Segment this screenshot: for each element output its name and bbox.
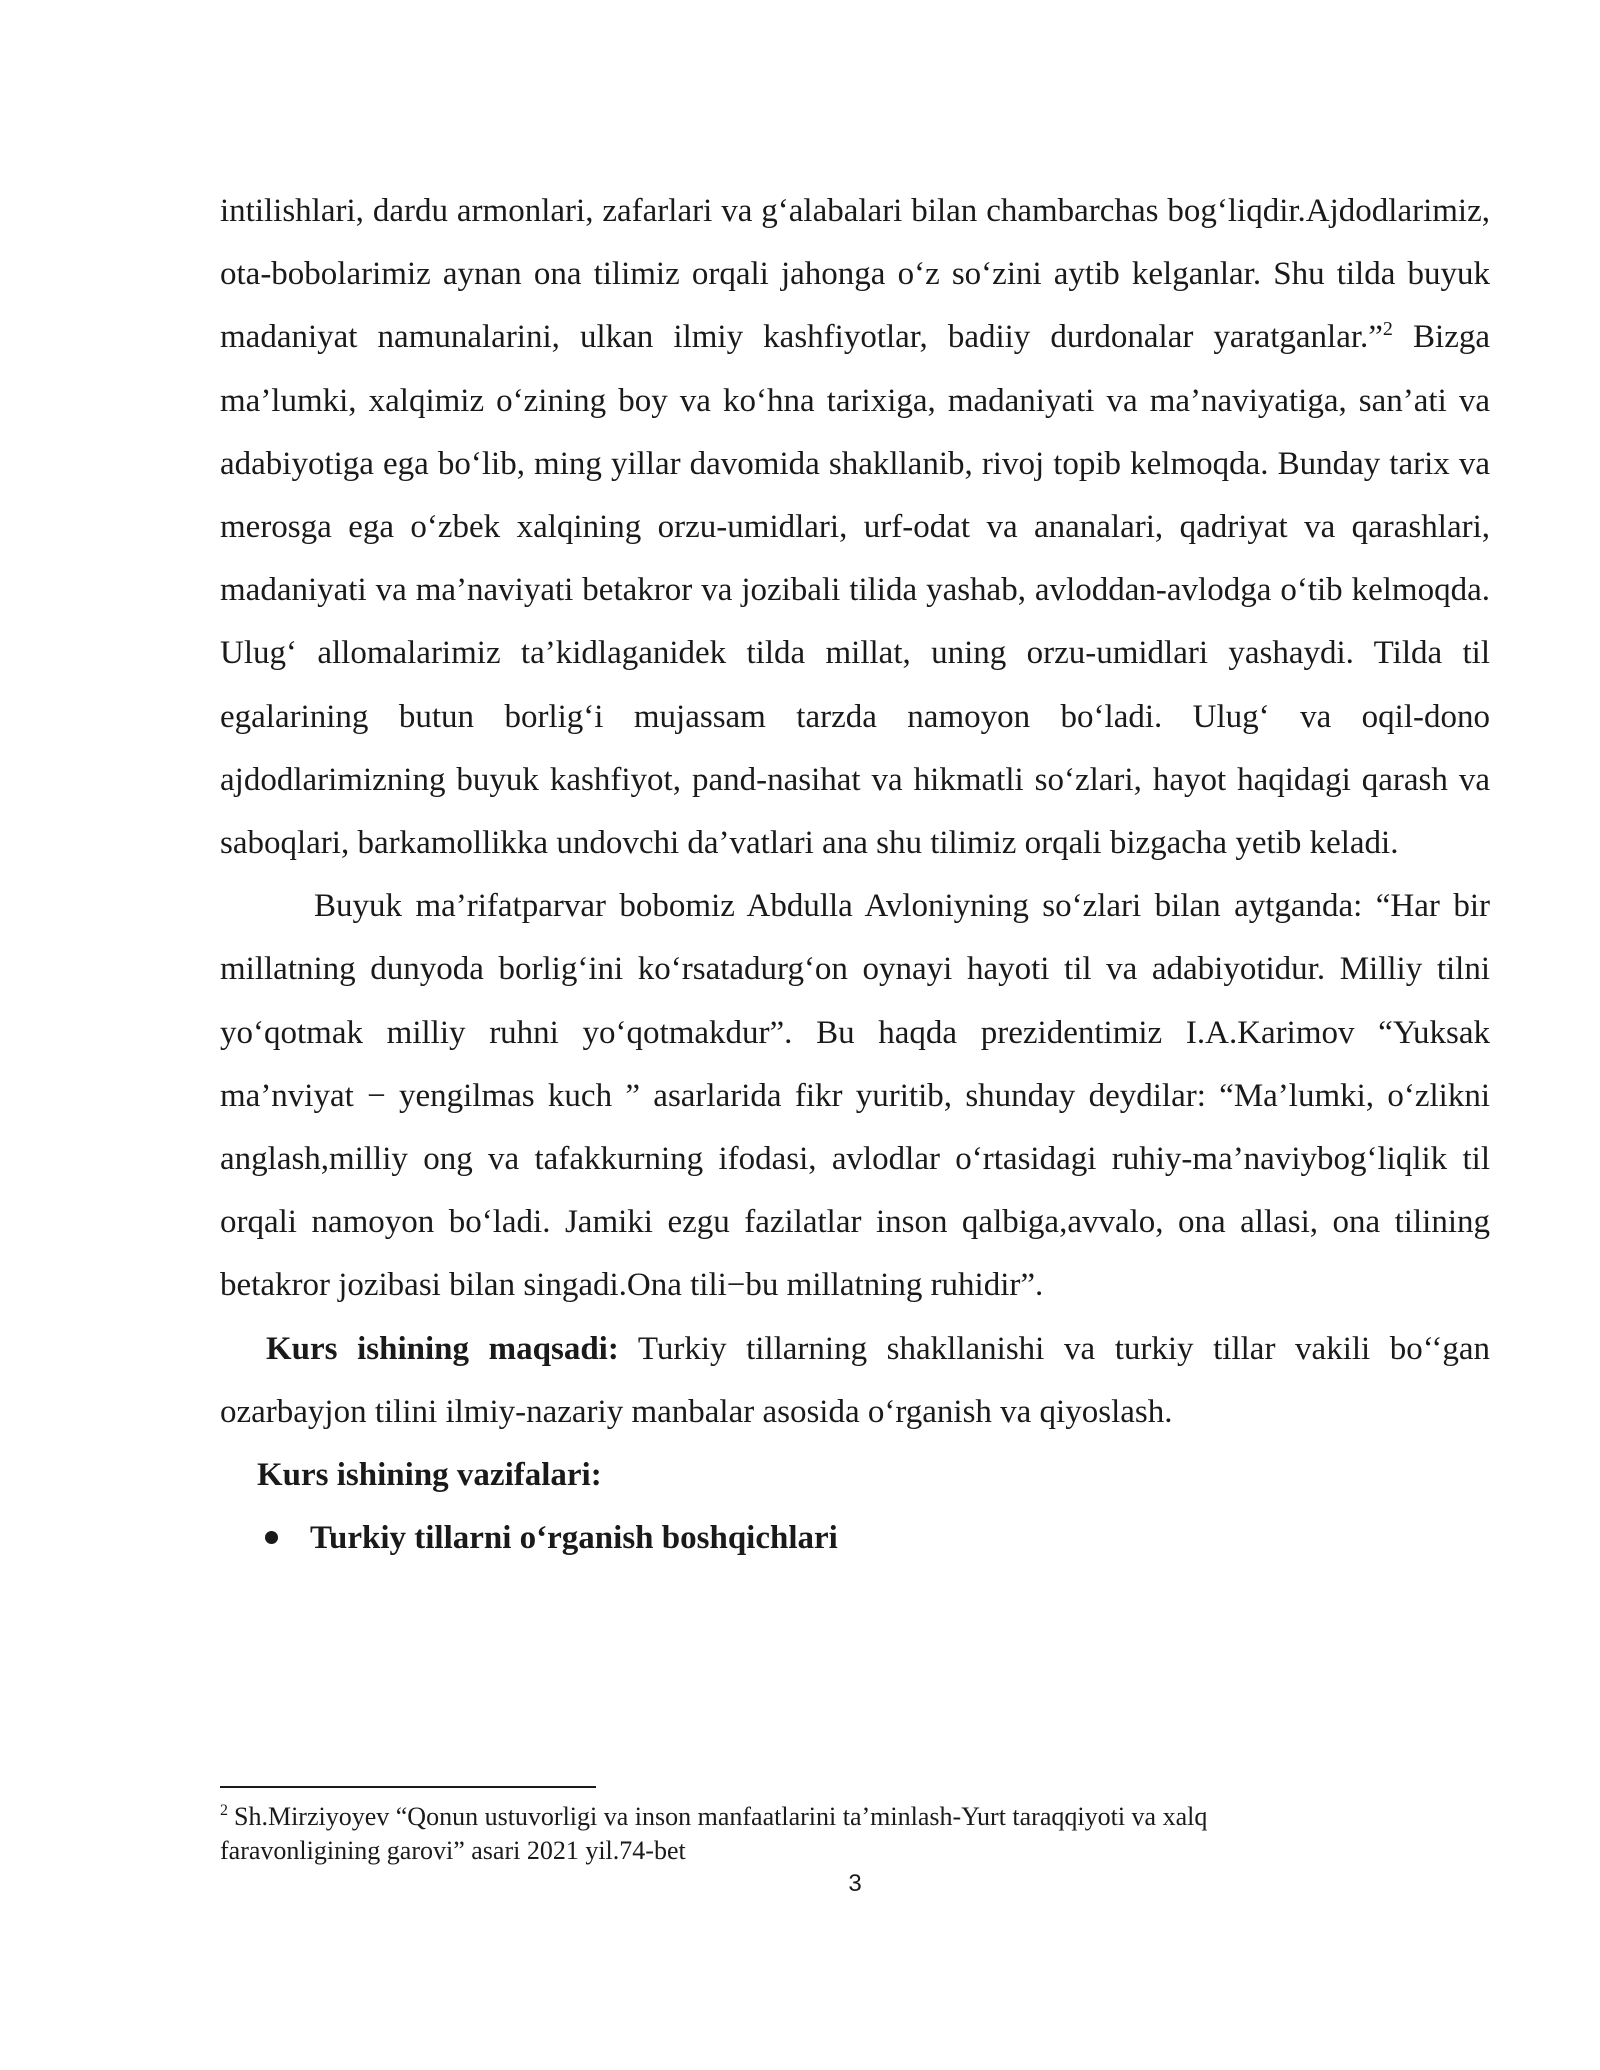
goal-text: Turkiy tillarning shakllanishi va turkiy tillar vakili bo‘‘gan ozarbayjon tilini ilmiy-nazariy manbalar asosida o‘rganish va qiyoslash. — [220, 1330, 1490, 1430]
goal-label: Kurs ishining maqsadi: — [266, 1330, 619, 1367]
tasks-heading: Kurs ishining vazifalari: — [257, 1457, 602, 1494]
paragraph-1-text-a: intilishlari, dardu armonlari, zafarlari va g‘alabalari bilan chambarchas bog‘liqdir.Ajdodlarimiz, ota-bobolarimiz aynan ona tilimiz orqali jahonga o‘z so‘zini aytib kelganlar. Shu tilda buyuk madaniyat namunalarini, ulkan ilmiy kashfiyotlar, badiiy durdonalar yaratganlar.” — [220, 193, 1490, 356]
footnote-divider — [220, 1786, 596, 1788]
footnote-number: 2 — [220, 1802, 228, 1820]
footnote-reference: 2 — [1382, 318, 1393, 341]
list-item-text: Turkiy tillarni o‘rganish boshqichlari — [310, 1520, 838, 1557]
bullet-icon — [265, 1531, 278, 1544]
paragraph-1 — [220, 180, 1490, 875]
footnote-text: Sh.Mirziyoyev “Qonun ustuvorligi va inson manfaatlarini ta’minlash-Yurt taraqqiyoti va xalq faravonligining garovi” asari 2021 yil.74-bet — [220, 1802, 1208, 1865]
list-item — [220, 1507, 1490, 1570]
goal-paragraph — [220, 1318, 1490, 1444]
document-body — [220, 180, 1490, 1570]
paragraph-1-text-b: Bizga ma’lumki, xalqimiz o‘zining boy va ko‘hna tarixiga, madaniyati va ma’naviyatiga, san’ati va adabiyotiga ega bo‘lib, ming yillar davomida shakllanib, rivoj topib kelmoqda. Bunday tarix va merosga ega o‘zbek xalqining orzu-umidlari, urf-odat va ananalari, qadriyat va qarashlari, madaniyati va ma’naviyati betakror va jozibali tilida yashab, avloddan-avlodga o‘tib kelmoqda. Ulug‘ allomalarimiz ta’kidlaganidek tilda millat, uning orzu-umidlari yashaydi. Tilda til egalarining butun borlig‘i mujassam tarzda namoyon bo‘ladi. Ulug‘ va oqil-dono ajdodlarimizning buyuk kashfiyot, pand-nasihat va hikmatli so‘zlari, hayot haqidagi qarash va saboqlari, barkamollikka undovchi da’vatlari ana shu tilimiz orqali bizgacha yetib keladi. — [220, 319, 1490, 862]
paragraph-2: Buyuk ma’rifatparvar bobomiz Abdulla Avloniyning so‘zlari bilan aytganda: “Har bir millatning dunyoda borlig‘ini ko‘rsatadurg‘on oynayi hayoti til va adabiyotidur. Milliy tilni yo‘qotmak milliy ruhni yo‘qotmakdur”. Bu haqda prezidentimiz I.A.Karimov “Yuksak ma’nviyat − yengilmas kuch ” asarlarida fikr yuritib, shunday deydilar: “Ma’lumki, o‘zlikni anglash,milliy ong va tafakkurning ifodasi, avlodlar o‘rtasidagi ruhiy-ma’naviybog‘liqlik til orqali namoyon bo‘ladi. Jamiki ezgu fazilatlar inson qalbiga,avvalo, ona allasi, ona tilining betakror jozibasi bilan singadi.Ona tili−bu millatning ruhidir”. — [220, 888, 1490, 1304]
footnote — [220, 1800, 1350, 1868]
page-number: 3 — [848, 1870, 862, 1897]
